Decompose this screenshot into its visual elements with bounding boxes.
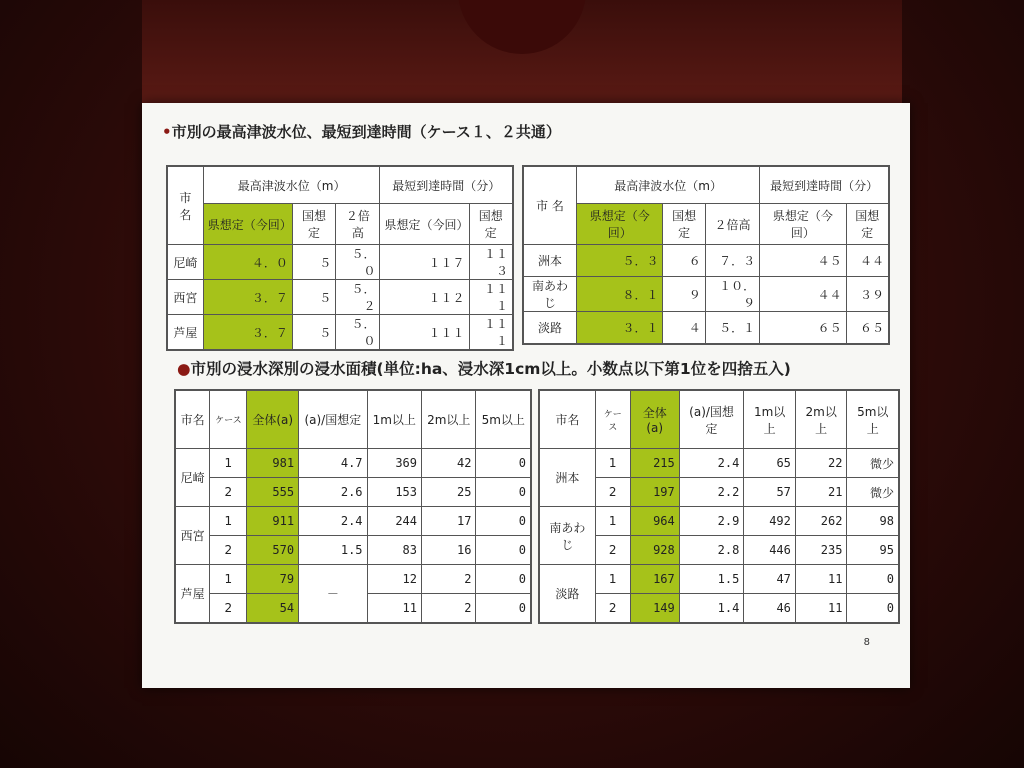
city-cell: 西宮 xyxy=(167,280,203,315)
over-5m-cell: 0 xyxy=(476,594,531,624)
value-cell: １０．９ xyxy=(705,277,759,312)
column-header: 市名 xyxy=(539,390,595,449)
page-number: 8 xyxy=(863,637,870,648)
value-cell: ６ xyxy=(663,245,705,277)
value-cell: １１７ xyxy=(380,245,469,280)
ratio-cell: 2.4 xyxy=(299,507,367,536)
over-5m-cell: 0 xyxy=(476,565,531,594)
inundation-area-table-left xyxy=(174,389,532,624)
ratio-cell: 2.6 xyxy=(299,478,367,507)
case-cell: 2 xyxy=(210,478,247,507)
column-header: (a)/国想定 xyxy=(299,390,367,449)
value-cell: １１３ xyxy=(469,245,513,280)
value-cell: ３．１ xyxy=(577,312,663,345)
value-cell: ４４ xyxy=(846,245,889,277)
case-cell: 1 xyxy=(210,507,247,536)
total-area-cell: 555 xyxy=(247,478,299,507)
table-row xyxy=(539,565,899,594)
city-cell: 尼崎 xyxy=(175,449,210,507)
value-cell: １１１ xyxy=(469,280,513,315)
case-cell: 2 xyxy=(210,594,247,624)
table-row xyxy=(175,507,531,536)
over-1m-cell: 65 xyxy=(744,449,796,478)
over-2m-cell: 22 xyxy=(795,449,847,478)
column-header: 1m以上 xyxy=(367,390,421,449)
case-cell: 2 xyxy=(595,536,630,565)
case-cell: 1 xyxy=(595,565,630,594)
over-5m-cell: 微少 xyxy=(847,478,899,507)
column-header: 全体(a) xyxy=(630,390,679,449)
max-height-group-header: 最高津波水位（m） xyxy=(577,166,760,204)
case-cell: 2 xyxy=(210,536,247,565)
ratio-cell: 1.5 xyxy=(679,565,744,594)
city-cell: 淡路 xyxy=(539,565,595,624)
table-row xyxy=(175,565,531,594)
column-header: 県想定（今回） xyxy=(203,204,292,245)
total-area-cell: 964 xyxy=(630,507,679,536)
value-cell: ６５ xyxy=(760,312,846,345)
value-cell: １１１ xyxy=(380,315,469,351)
column-header: 市名 xyxy=(175,390,210,449)
total-area-cell: 54 xyxy=(247,594,299,624)
value-cell: ５．０ xyxy=(336,315,380,351)
over-5m-cell: 微少 xyxy=(847,449,899,478)
total-area-cell: 911 xyxy=(247,507,299,536)
column-header: 全体(a) xyxy=(247,390,299,449)
table-row xyxy=(167,315,513,351)
table-row xyxy=(167,245,513,280)
over-2m-cell: 11 xyxy=(795,594,847,624)
column-header: 2m以上 xyxy=(422,390,476,449)
over-5m-cell: 95 xyxy=(847,536,899,565)
value-cell: ６５ xyxy=(846,312,889,345)
column-header: 県想定（今回） xyxy=(577,204,663,245)
arrival-time-group-header: 最短到達時間（分） xyxy=(380,166,513,204)
value-cell: ５．０ xyxy=(336,245,380,280)
over-1m-cell: 12 xyxy=(367,565,421,594)
value-cell: ５．３ xyxy=(577,245,663,277)
value-cell: １１１ xyxy=(469,315,513,351)
value-cell: ３．７ xyxy=(203,280,292,315)
tsunami-height-table-left xyxy=(166,165,514,351)
table-row xyxy=(523,245,889,277)
city-cell: 芦屋 xyxy=(175,565,210,624)
city-cell: 尼崎 xyxy=(167,245,203,280)
table-row xyxy=(523,312,889,345)
case-cell: 1 xyxy=(595,449,630,478)
over-5m-cell: 98 xyxy=(847,507,899,536)
ratio-cell: 1.5 xyxy=(299,536,367,565)
bullet-icon: ● xyxy=(177,360,191,378)
city-cell: 淡路 xyxy=(523,312,577,345)
value-cell: ４．０ xyxy=(203,245,292,280)
column-header: 国想定 xyxy=(469,204,513,245)
city-header: 市 名 xyxy=(523,166,577,245)
over-2m-cell: 2 xyxy=(422,594,476,624)
case-cell: 1 xyxy=(210,565,247,594)
city-cell: 洲本 xyxy=(523,245,577,277)
inundation-area-table-right xyxy=(538,389,900,624)
table-row xyxy=(523,277,889,312)
column-header: 2m以上 xyxy=(795,390,847,449)
ratio-cell: 1.4 xyxy=(679,594,744,624)
over-1m-cell: 369 xyxy=(367,449,421,478)
total-area-cell: 167 xyxy=(630,565,679,594)
over-1m-cell: 57 xyxy=(744,478,796,507)
over-5m-cell: 0 xyxy=(476,449,531,478)
table2-heading: ●市別の浸水深別の浸水面積(単位:ha、浸水深1cm以上。小数点以下第1位を四捨五入) xyxy=(177,360,791,378)
presentation-slide xyxy=(142,103,910,688)
over-1m-cell: 83 xyxy=(367,536,421,565)
over-1m-cell: 244 xyxy=(367,507,421,536)
total-area-cell: 215 xyxy=(630,449,679,478)
total-area-cell: 79 xyxy=(247,565,299,594)
over-5m-cell: 0 xyxy=(476,478,531,507)
table1-heading: •市別の最高津波水位、最短到達時間（ケース１、２共通） xyxy=(162,123,561,141)
value-cell: ３９ xyxy=(846,277,889,312)
arrival-time-group-header: 最短到達時間（分） xyxy=(760,166,889,204)
case-cell: 1 xyxy=(595,507,630,536)
table-row xyxy=(175,478,531,507)
column-header: ケース xyxy=(595,390,630,449)
over-5m-cell: 0 xyxy=(847,594,899,624)
over-1m-cell: 153 xyxy=(367,478,421,507)
over-2m-cell: 17 xyxy=(422,507,476,536)
table-row xyxy=(539,449,899,478)
value-cell: ４４ xyxy=(760,277,846,312)
column-header: 5m以上 xyxy=(476,390,531,449)
total-area-cell: 197 xyxy=(630,478,679,507)
max-height-group-header: 最高津波水位（m） xyxy=(203,166,380,204)
over-2m-cell: 16 xyxy=(422,536,476,565)
over-2m-cell: 11 xyxy=(795,565,847,594)
city-cell: 芦屋 xyxy=(167,315,203,351)
value-cell: ３．７ xyxy=(203,315,292,351)
over-2m-cell: 262 xyxy=(795,507,847,536)
total-area-cell: 928 xyxy=(630,536,679,565)
over-2m-cell: 2 xyxy=(422,565,476,594)
over-1m-cell: 46 xyxy=(744,594,796,624)
total-area-cell: 149 xyxy=(630,594,679,624)
value-cell: ９ xyxy=(663,277,705,312)
over-2m-cell: 235 xyxy=(795,536,847,565)
column-header: 国想定 xyxy=(846,204,889,245)
ratio-cell: 4.7 xyxy=(299,449,367,478)
column-header: 5m以上 xyxy=(847,390,899,449)
column-header: 国想定 xyxy=(663,204,705,245)
ratio-cell: － xyxy=(299,565,367,624)
over-1m-cell: 11 xyxy=(367,594,421,624)
column-header: (a)/国想定 xyxy=(679,390,744,449)
city-cell: 南あわじ xyxy=(523,277,577,312)
tsunami-height-table-right xyxy=(522,165,890,345)
over-5m-cell: 0 xyxy=(476,507,531,536)
table-row xyxy=(175,449,531,478)
value-cell: ７．３ xyxy=(705,245,759,277)
over-2m-cell: 21 xyxy=(795,478,847,507)
value-cell: ５ xyxy=(292,245,335,280)
value-cell: １１２ xyxy=(380,280,469,315)
total-area-cell: 981 xyxy=(247,449,299,478)
value-cell: ５．２ xyxy=(336,280,380,315)
column-header: 1m以上 xyxy=(744,390,796,449)
table-row xyxy=(167,280,513,315)
over-5m-cell: 0 xyxy=(476,536,531,565)
column-header: 県想定（今回） xyxy=(760,204,846,245)
value-cell: ４５ xyxy=(760,245,846,277)
value-cell: ４ xyxy=(663,312,705,345)
table-row xyxy=(539,507,899,536)
bullet-icon: • xyxy=(162,123,172,141)
case-cell: 2 xyxy=(595,594,630,624)
over-2m-cell: 25 xyxy=(422,478,476,507)
city-cell: 南あわじ xyxy=(539,507,595,565)
value-cell: ５ xyxy=(292,280,335,315)
value-cell: ８．１ xyxy=(577,277,663,312)
ratio-cell: 2.4 xyxy=(679,449,744,478)
over-5m-cell: 0 xyxy=(847,565,899,594)
case-cell: 2 xyxy=(595,478,630,507)
over-2m-cell: 42 xyxy=(422,449,476,478)
column-header: 県想定（今回） xyxy=(380,204,469,245)
column-header: ケース xyxy=(210,390,247,449)
column-header: ２倍高 xyxy=(705,204,759,245)
table-row xyxy=(175,536,531,565)
column-header: 国想定 xyxy=(292,204,335,245)
case-cell: 1 xyxy=(210,449,247,478)
ratio-cell: 2.8 xyxy=(679,536,744,565)
total-area-cell: 570 xyxy=(247,536,299,565)
column-header: ２倍高 xyxy=(336,204,380,245)
value-cell: ５．１ xyxy=(705,312,759,345)
over-1m-cell: 446 xyxy=(744,536,796,565)
city-cell: 西宮 xyxy=(175,507,210,565)
city-header: 市 名 xyxy=(167,166,203,245)
ratio-cell: 2.2 xyxy=(679,478,744,507)
value-cell: ５ xyxy=(292,315,335,351)
over-1m-cell: 47 xyxy=(744,565,796,594)
city-cell: 洲本 xyxy=(539,449,595,507)
ratio-cell: 2.9 xyxy=(679,507,744,536)
over-1m-cell: 492 xyxy=(744,507,796,536)
